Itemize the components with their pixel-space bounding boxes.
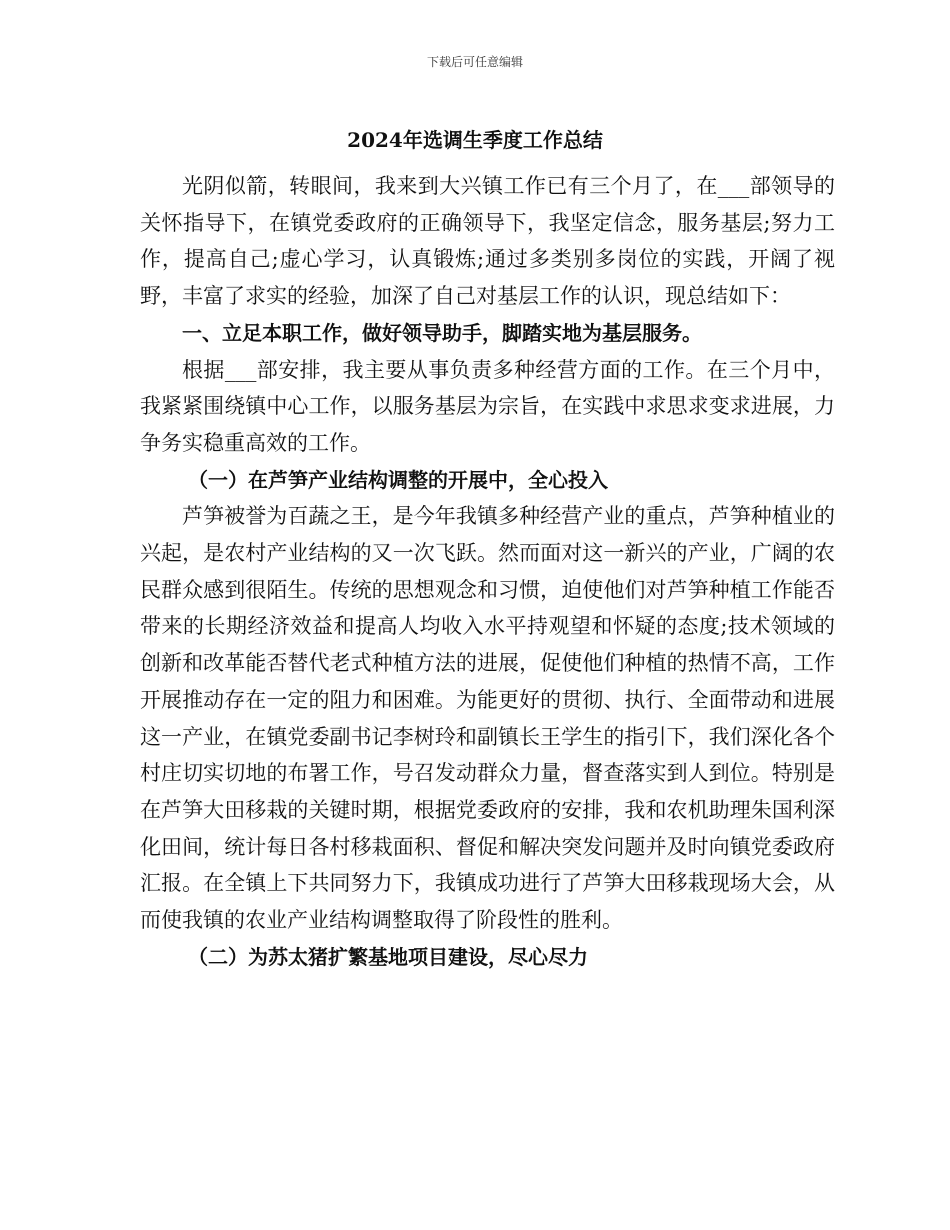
header-note: 下载后可任意编辑 [426,55,523,69]
subsection-heading-1: （一）在芦笋产业结构调整的开展中，全心投入 [188,467,608,492]
paragraph-asparagus: 芦笋被誉为百蔬之王，是今年我镇多种经营产业的重点，芦笋种植业的兴起，是农村产业结构的又一次飞跃。然而面对这一新兴的产业，广阔的农民群众感到很陌生。传统的思想观念和习惯，迫使他们对芦笋种植工作能否带来的长期经济效益和提高人均收入水平持观望和怀疑的态度;技术领域的创新和改革能否替代老式种植方法的进展，促使他们种植的热情不高，工作开展推动存在一定的阻力和困难。为能更好的贯彻、执行、全面带动和进展这一产业，在镇党委副书记李树玲和副镇长王学生的指引下，我们深化各个村庄切实切地的布署工作，号召发动群众力量，督查落实到人到位。特别是在芦笋大田移栽的关键时期，根据党委政府的安排，我和农机助理朱国利深化田间，统计每日各村移栽面积、督促和解决突发问题并及时向镇党委政府汇报。在全镇上下共同努力下，我镇成功进行了芦笋大田移栽现场大会，从而使我镇的农业产业结构调整取得了阶段性的胜利。 [140,504,835,933]
paragraph-section-1: 根据___部安排，我主要从事负责多种经营方面的工作。在三个月中，我紧紧围绕镇中心工作，以服务基层为宗旨，在实践中求思求变求进展，力争务实稳重高效的工作。 [140,357,835,455]
document-body [140,168,835,975]
subsection-heading-2: （二）为苏太猪扩繁基地项目建设，尽心尽力 [188,944,588,969]
section-heading-1: 一、立足本职工作，做好领导助手，脚踏实地为基层服务。 [182,320,702,345]
paragraph-intro: 光阴似箭，转眼间，我来到大兴镇工作已有三个月了，在___部领导的关怀指导下，在镇党委政府的正确领导下，我坚定信念，服务基层;努力工作，提高自己;虚心学习，认真锻炼;通过多类别多岗位的实践，开阔了视野，丰富了求实的经验，加深了自己对基层工作的认识，现总结如下： [140,174,835,309]
document-title: 2024年选调生季度工作总结 [347,128,603,152]
